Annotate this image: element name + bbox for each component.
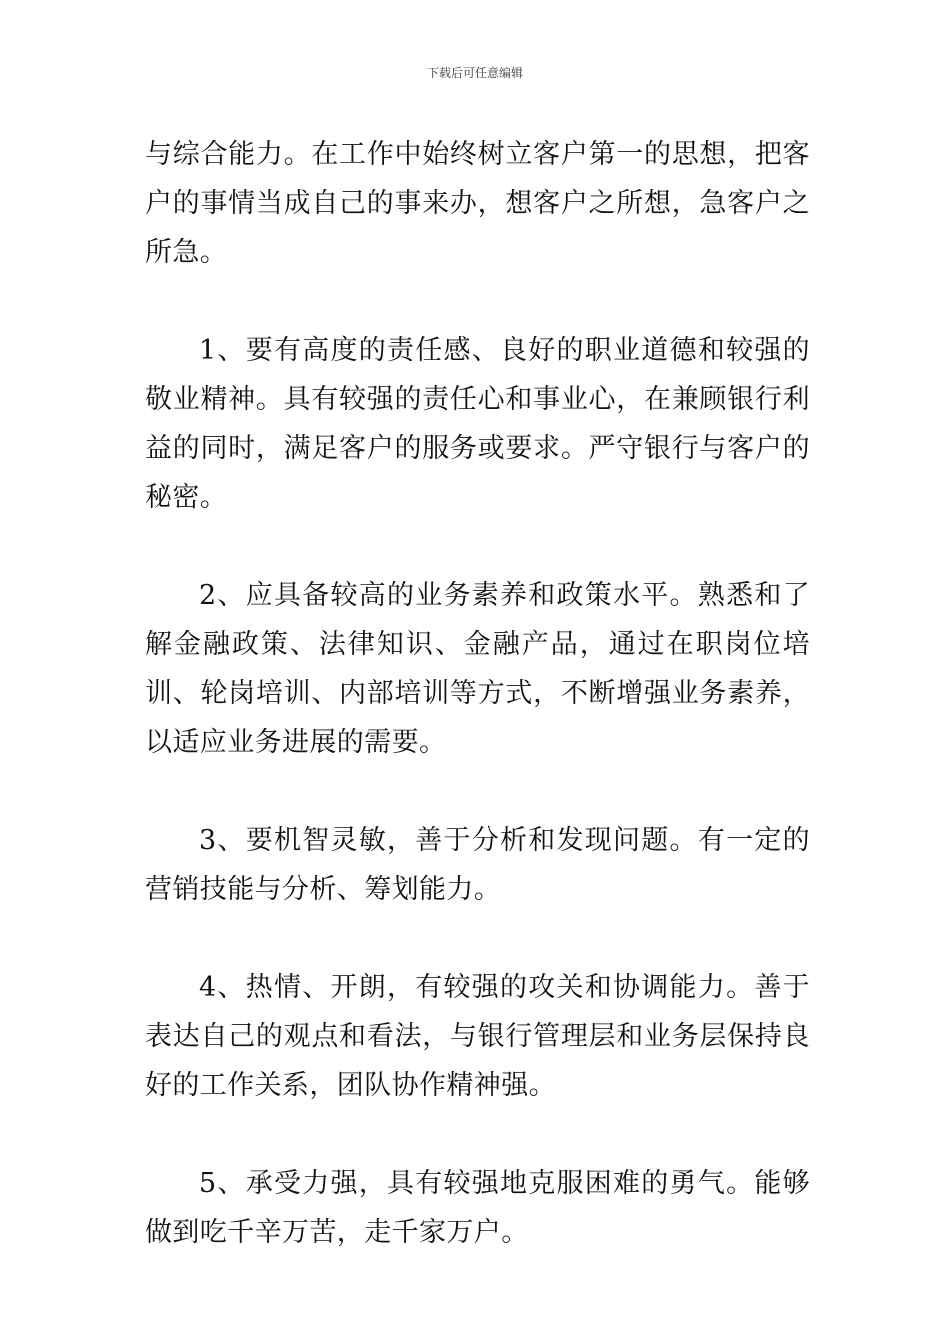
paragraph-spacer	[145, 1110, 810, 1159]
paragraph-spacer	[145, 914, 810, 963]
paragraph-item-3: 3、要机智灵敏，善于分析和发现问题。有一定的营销技能与分析、筹划能力。	[145, 825, 810, 905]
page-header-note: 下载后可任意编辑	[426, 66, 523, 80]
paragraph-item-1: 1、要有高度的责任感、良好的职业道德和较强的敬业精神。具有较强的责任心和事业心，在兼顾银行利益的同时，满足客户的服务或要求。严守银行与客户的秘密。	[145, 335, 810, 513]
document-body	[145, 130, 810, 1257]
paragraph-continuation: 与综合能力。在工作中始终树立客户第一的思想，把客户的事情当成自己的事来办，想客户之所想，急客户之所急。	[145, 139, 810, 268]
paragraph-item-4: 4、热情、开朗，有较强的攻关和协调能力。善于表达自己的观点和看法，与银行管理层和业务层保持良好的工作关系，团队协作精神强。	[145, 972, 810, 1101]
paragraph-spacer	[145, 522, 810, 571]
paragraph-item-2: 2、应具备较高的业务素养和政策水平。熟悉和了解金融政策、法律知识、金融产品，通过在职岗位培训、轮岗培训、内部培训等方式，不断增强业务素养，以适应业务进展的需要。	[145, 580, 810, 758]
paragraph-spacer	[145, 277, 810, 326]
paragraph-item-5: 5、承受力强，具有较强地克服困难的勇气。能够做到吃千辛万苦，走千家万户。	[145, 1168, 810, 1248]
paragraph-spacer	[145, 767, 810, 816]
